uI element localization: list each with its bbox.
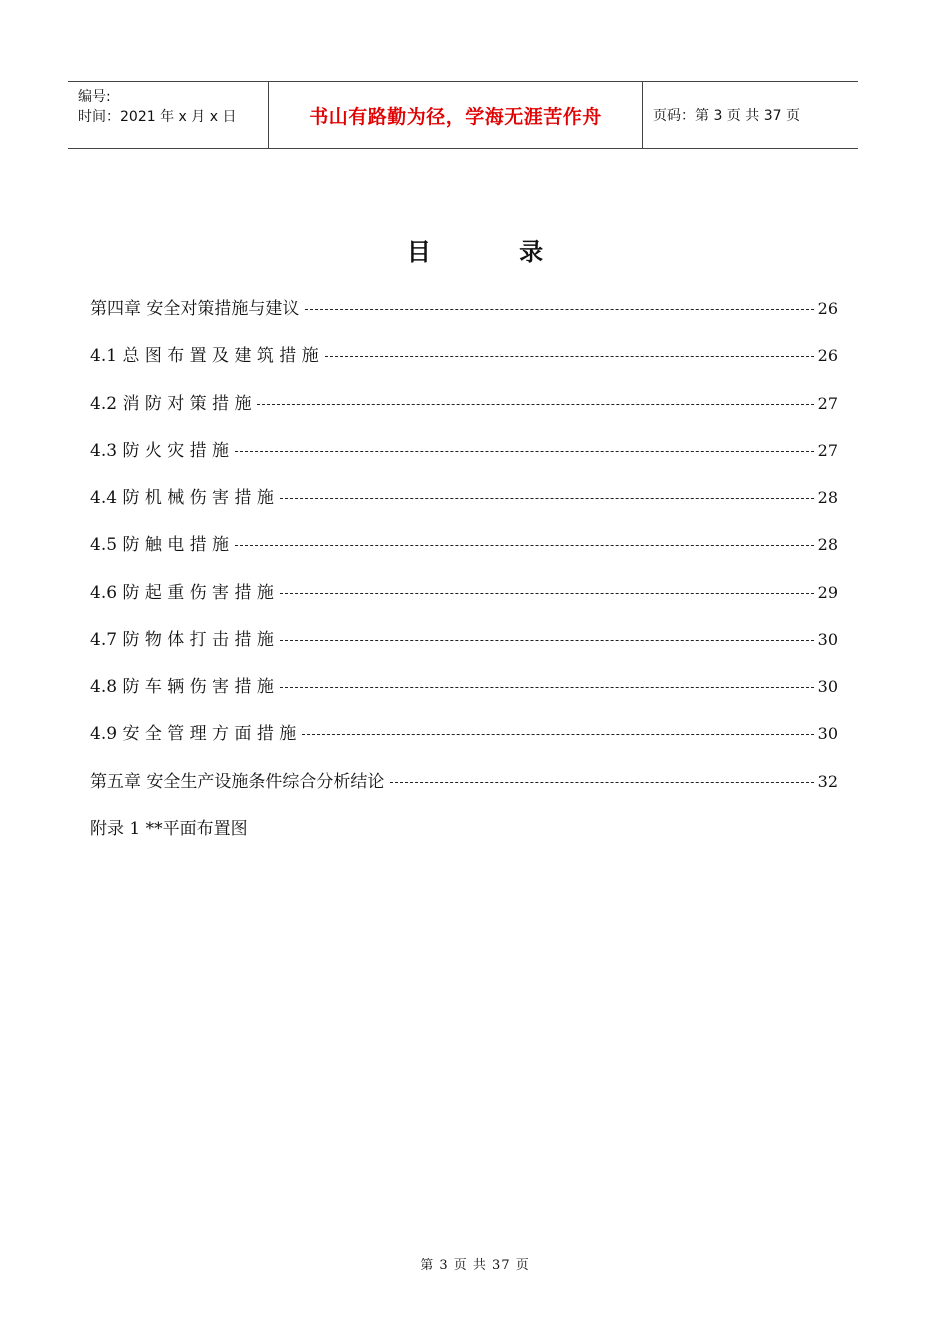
document-number-label: 编号: [78, 89, 111, 105]
toc-entry-page: 29 [817, 583, 838, 602]
toc-entry[interactable] [90, 533, 838, 557]
toc-title: 目 录 [406, 238, 584, 266]
toc-entry-page: 26 [817, 299, 838, 318]
toc-entry-page: 32 [817, 772, 838, 791]
toc-entry-page: 30 [817, 677, 838, 696]
toc-leader-line [302, 734, 814, 735]
toc-entry[interactable] [90, 486, 838, 510]
toc-entry[interactable] [90, 581, 838, 605]
toc-entry-label: 附录 1 **平面布置图 [90, 819, 248, 839]
toc-entry[interactable] [90, 770, 838, 794]
toc-leader-line [280, 687, 814, 688]
toc-entry-label: 4.2 消 防 对 策 措 施 [90, 394, 252, 414]
toc-leader-line [235, 545, 814, 546]
toc-entry-page: 30 [817, 724, 838, 743]
toc-leader-line [325, 356, 814, 357]
toc-entry-label: 4.5 防 触 电 措 施 [90, 535, 230, 555]
toc-leader-line [235, 451, 814, 452]
header-page-info [643, 82, 858, 148]
toc-leader-line [390, 782, 814, 783]
toc-entry[interactable] [90, 439, 838, 463]
toc-entry-page: 27 [817, 394, 838, 413]
page-header [68, 81, 858, 149]
toc-entry-page: 27 [817, 441, 838, 460]
toc-entry-label: 4.9 安 全 管 理 方 面 措 施 [90, 724, 297, 744]
toc-entry[interactable] [90, 817, 838, 841]
toc-entry-label: 第四章 安全对策措施与建议 [90, 299, 300, 319]
toc-entry-label: 4.6 防 起 重 伤 害 措 施 [90, 583, 274, 603]
toc-entry[interactable] [90, 297, 838, 321]
toc-entry-page: 26 [817, 346, 838, 365]
toc-entry-label: 4.4 防 机 械 伤 害 措 施 [90, 488, 274, 508]
header-motto-cell [269, 82, 643, 148]
toc-entry-page: 28 [817, 535, 838, 554]
toc-entry-label: 4.3 防 火 灾 措 施 [90, 441, 230, 461]
toc-entry-label: 4.1 总 图 布 置 及 建 筑 措 施 [90, 346, 319, 366]
toc-leader-line [280, 498, 814, 499]
toc-leader-line [305, 309, 814, 310]
page-footer: 第 3 页 共 37 页 [420, 1258, 530, 1273]
header-page-number: 页码：第 3 页 共 37 页 [653, 108, 800, 124]
toc-entry[interactable] [90, 344, 838, 368]
toc-entry[interactable] [90, 392, 838, 416]
toc-entry-label: 4.8 防 车 辆 伤 害 措 施 [90, 677, 274, 697]
toc-entry-label: 4.7 防 物 体 打 击 措 施 [90, 630, 274, 650]
toc-entry-label: 第五章 安全生产设施条件综合分析结论 [90, 772, 385, 792]
toc-leader-line [257, 404, 814, 405]
toc-entry[interactable] [90, 722, 838, 746]
header-motto: 书山有路勤为径，学海无涯苦作舟 [309, 105, 602, 128]
toc-leader-line [280, 640, 814, 641]
toc-entry-page: 28 [817, 488, 838, 507]
toc-leader-line [280, 593, 814, 594]
toc-entry-page: 30 [817, 630, 838, 649]
header-meta [68, 82, 269, 148]
document-date: 时间：2021 年 x 月 x 日 [78, 109, 237, 125]
toc-entry[interactable] [90, 628, 838, 652]
toc-entry[interactable] [90, 675, 838, 699]
